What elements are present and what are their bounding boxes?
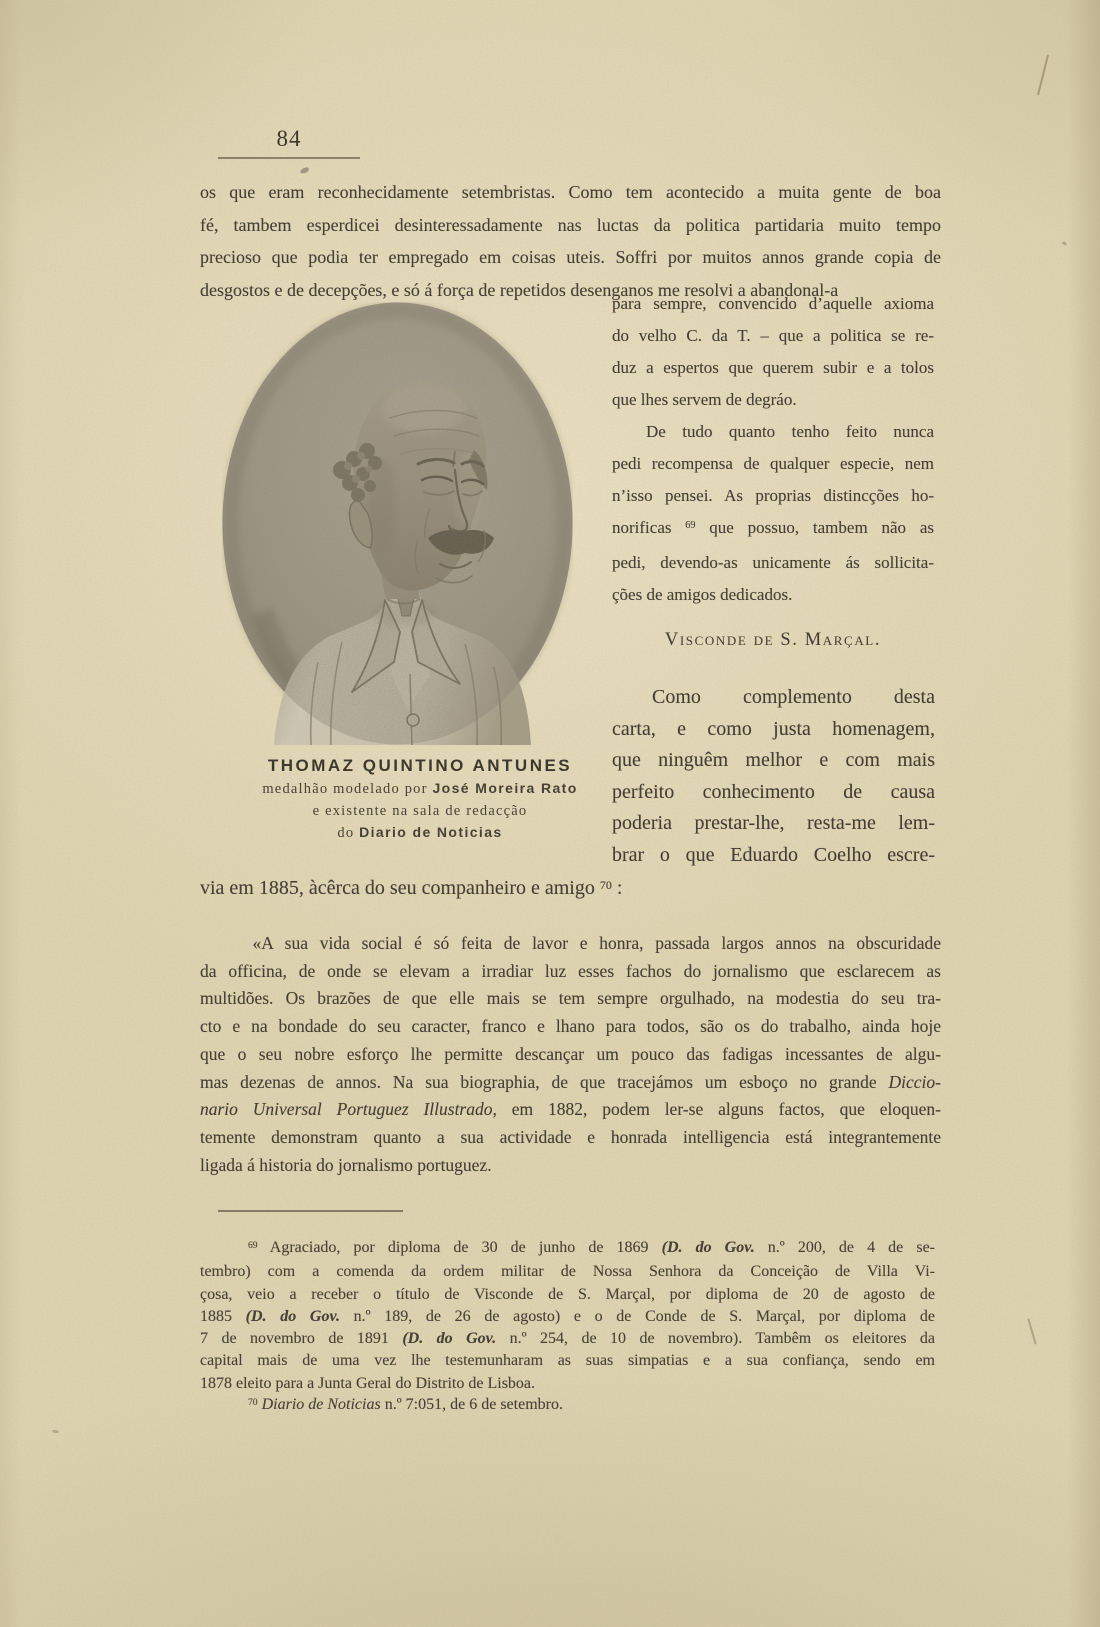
text-line: ligada á historia do jornalismo portuguez. [200,1154,492,1175]
text-line: do velho C. da T. – que a politica se re- [612,326,934,345]
text-line: para sempre, convencido d’aquelle axioma [612,294,934,313]
letter-signature: Visconde de S. Marçal. [664,630,882,650]
letter-column-a [612,288,934,611]
figure-caption-publication: do Diario de Noticias [337,824,503,841]
text-line: Como complemento desta [612,686,935,708]
footnote-69 [200,1237,935,1395]
figure-caption [240,754,600,845]
text-line: temente demonstram quanto a sua actividade e honrada intelligencia está integrantemente [200,1126,941,1147]
text-line: çosa, veio a receber o título de Visconde de S. Marçal, por diploma de 20 de agosto de [200,1285,935,1303]
text-line: poderia prestar-lhe, resta-me lem- [612,812,935,834]
page-number-rule [218,157,360,159]
text-line: $^{70}$ Diario de Noticias n.º 7:051, de 6 de setembro. [248,1396,563,1413]
text-line: via em 1885, àcêrca do seu companheiro e amigo $^{70}$ : [200,877,623,899]
paper-mark-right-middle [1027,1318,1036,1345]
text-line: tembro) com a comenda da ordem militar de Nossa Senhora da Conceição de Villa Vi- [200,1263,935,1281]
text-line: 1885 (D. do Gov. n.º 189, de 26 de agosto) e o de Conde de S. Marçal, por diploma de [200,1307,935,1325]
text-line: duz a espertos que querem subir e a tolos [612,358,934,377]
text-line: brar o que Eduardo Coelho escre- [612,843,935,866]
text-line: que lhes servem de degráo. [612,390,797,409]
text-line: da officina, de onde se elevam a irradiar luz esses fachos do jornalismo que esclarecem as [200,960,941,981]
text-line: De tudo quanto tenho feito nunca [612,422,934,441]
page-number: 84 [276,126,302,151]
text-line: fé, tambem esperdicei desinteressadamente nas luctas da politica partidaria muito tempo [200,214,941,235]
text-line: pedi recompensa de qualquer especie, nem [612,454,934,473]
ink-speck [1062,241,1068,246]
text-line: $^{69}$ Agraciado, por diploma de 30 de junho de 1869 (D. do Gov. n.º 200, de 4 de se- [248,1239,936,1256]
letter-closing-line [200,872,941,906]
ink-speck [52,1429,59,1433]
text-line: precioso que podia ter empregado em coisas uteis. Soffri por muitos annos grande copia de [200,247,941,268]
paper-mark-top-right [1037,54,1049,95]
text-line: «A sua vida social é só feita de lavor e honra, passada largos annos na obscuridade [200,933,941,953]
text-line: carta, e como justa homenagem, [612,717,935,740]
text-line: nario Universal Portuguez Illustrado, em 1882, podem ler-se alguns factos, que eloquen- [200,1099,941,1120]
text-line: pedi, devendo-as unicamente ás sollicita- [612,553,934,572]
figure-caption-location: e existente na sala de redacção [312,802,528,819]
medallion-portrait-image [222,302,573,745]
text-line: mas dezenas de annos. Na sua biographia, de que tracejámos um esboço no grande Diccio- [200,1071,941,1092]
figure-caption-credit: medalhão modelado por José Moreira Rato [262,780,578,797]
text-line: perfeito conhecimento de causa [612,780,935,803]
quotation-block [200,930,941,1179]
text-line: desgostos e de decepções, e só á força de repetidos desenganos me resolvi a abandonal-a [200,279,839,300]
text-line: norificas $^{69}$ que possuo, tambem não as [612,518,934,537]
text-line: que ninguêm melhor e com mais [612,749,935,771]
text-line: capital mais de uma vez lhe testemunharam as suas simpatias e a sua confiança, sendo em [200,1352,935,1370]
figure-caption-title: THOMAZ QUINTINO ANTUNES [267,756,573,775]
text-line: multidões. Os brazões de que elle mais se tem sempre orgulhado, na modestia do seu tra- [200,988,941,1009]
text-line: os que eram reconhecidamente setembristas. Como tem acontecido a muita gente de boa [200,182,941,202]
letter-column-b [612,682,935,871]
text-line: cto e na bondade do seu caracter, franco e lhano para todos, são os do trabalho, ainda hoje [200,1016,941,1037]
footnote-70 [200,1394,935,1418]
footnote-separator [218,1210,403,1212]
text-line: que o seu nobre esforço lhe permitte descançar um pouco das fadigas incessantes de algu- [200,1043,941,1064]
ink-speck [299,167,309,175]
text-line: ções de amigos dedicados. [612,585,793,604]
text-line: 7 de novembro de 1891 (D. do Gov. n.º 254, de 10 de novembro). Tambêm os eleitores da [200,1330,935,1348]
text-line: n’isso pensei. As proprias distincções ho- [612,486,934,505]
text-line: 1878 eleito para a Junta Geral do Distrito de Lisboa. [200,1374,536,1392]
paragraph-opening [200,176,941,306]
